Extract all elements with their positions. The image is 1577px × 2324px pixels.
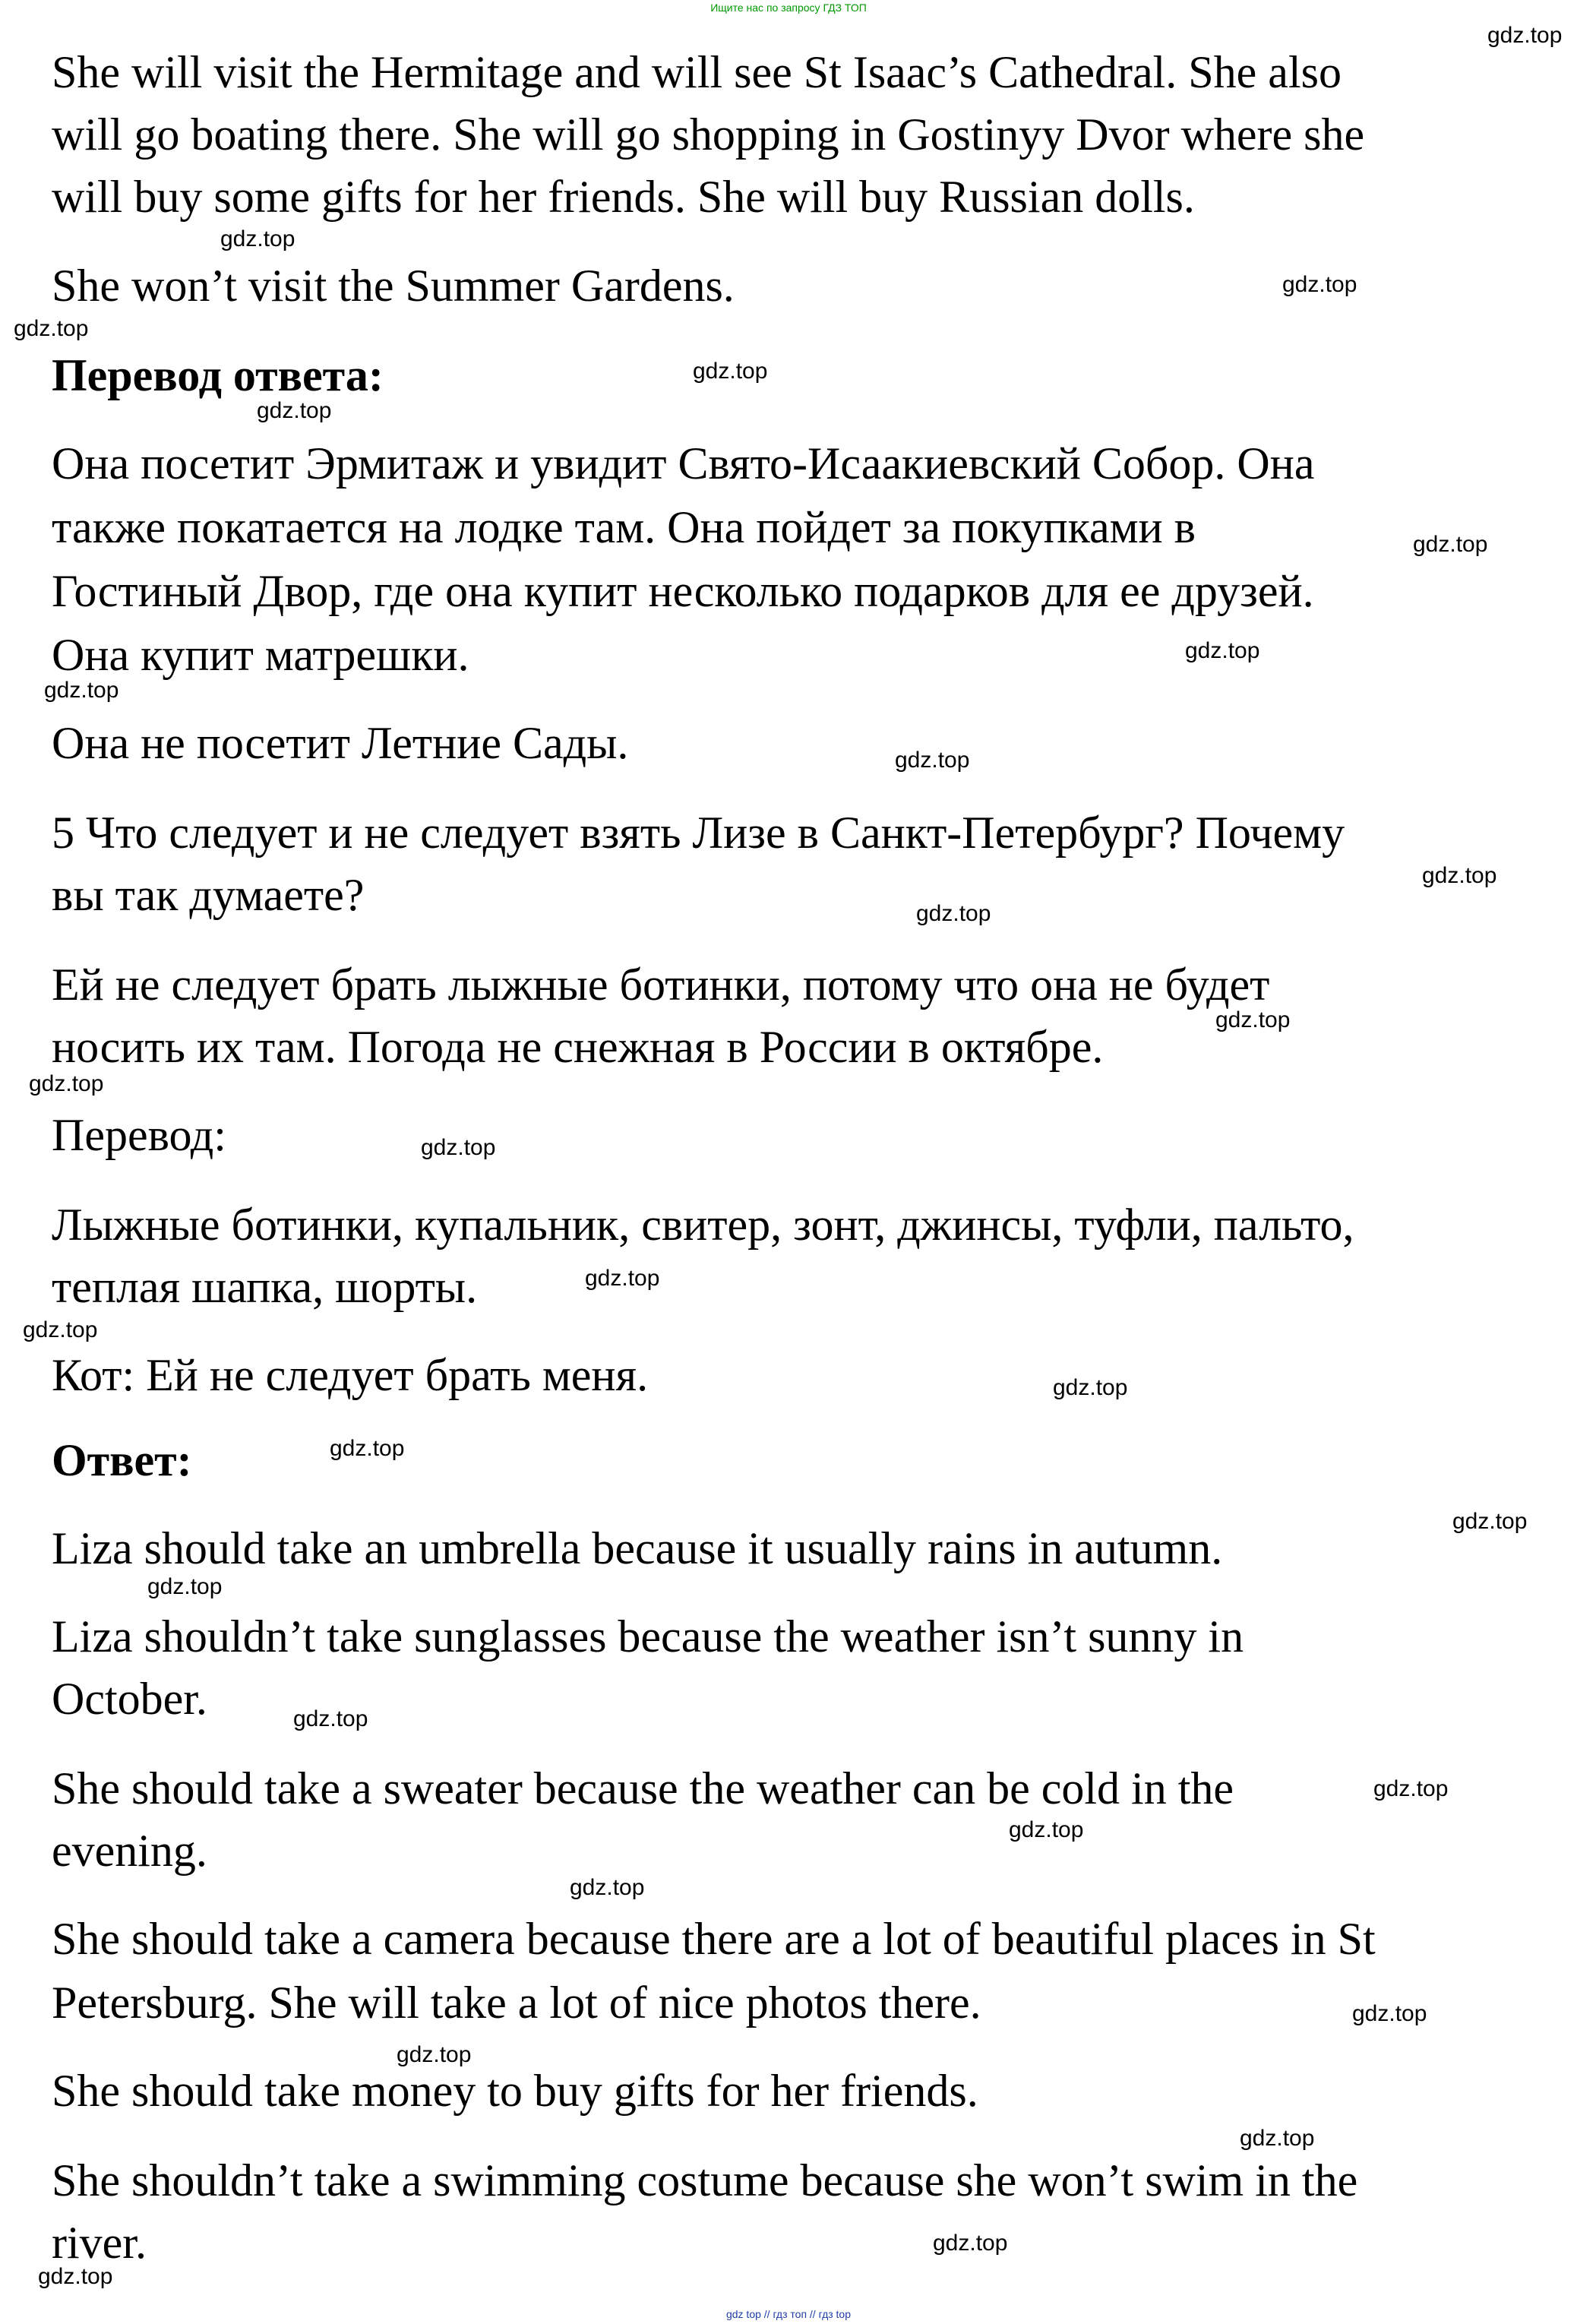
watermark: gdz.top [1009,1817,1084,1842]
text-line: Она посетит Эрмитаж и увидит Свято-Исаакиевский Собор. Она [52,438,1315,489]
watermark: gdz.top [1452,1509,1528,1534]
text-line: Liza shouldn’t take sunglasses because the weather isn’t sunny in [52,1611,1244,1662]
watermark: gdz.top [933,2231,1008,2256]
section-heading: Перевод ответа: [52,350,384,400]
top-banner: Ищите нас по запросу ГДЗ ТОП [710,2,867,14]
text-line: 5 Что следует и не следует взять Лизе в Санкт-Петербург? Почему [52,808,1345,858]
watermark: gdz.top [1053,1375,1128,1400]
watermark: gdz.top [1240,2126,1315,2151]
watermark: gdz.top [23,1317,98,1342]
watermark: gdz.top [1373,1776,1449,1801]
text-line: Кот: Ей не следует брать меня. [52,1350,649,1400]
text-line: теплая шапка, шорты. [52,1262,478,1312]
text-line: Гостиный Двор, где она купит несколько подарков для ее друзей. [52,566,1314,616]
text-line: She should take money to buy gifts for her friends. [52,2066,978,2116]
section-heading: Ответ: [52,1435,192,1485]
text-line: Лыжные ботинки, купальник, свитер, зонт, джинсы, туфли, пальто, [52,1200,1354,1250]
watermark: gdz.top [585,1266,660,1291]
watermark: gdz.top [693,359,768,384]
text-line: Ей не следует брать лыжные ботинки, потому что она не будет [52,960,1270,1010]
text-line: Она купит матрешки. [52,630,469,680]
watermark: gdz.top [1215,1007,1291,1032]
watermark: gdz.top [44,678,119,703]
watermark: gdz.top [1352,2001,1427,2026]
text-line: She should take a sweater because the weather can be cold in the [52,1763,1234,1813]
watermark: gdz.top [257,398,332,423]
text-line: She shouldn’t take a swimming costume because she won’t swim in the [52,2155,1358,2205]
text-line: will buy some gifts for her friends. She will buy Russian dolls. [52,172,1195,222]
watermark: gdz.top [570,1875,645,1900]
watermark: gdz.top [220,226,295,251]
watermark: gdz.top [147,1574,223,1599]
watermark: gdz.top [895,748,970,773]
watermark: gdz.top [397,2042,472,2067]
watermark: gdz.top [1413,532,1488,557]
watermark: gdz.top [421,1135,496,1160]
watermark: gdz.top [1282,272,1357,297]
text-line: She should take a camera because there are a lot of beautiful places in St [52,1914,1376,1964]
watermark: gdz.top [1185,638,1260,663]
text-line: Она не посетит Летние Сады. [52,718,629,768]
text-line: носить их там. Погода не снежная в России в октябре. [52,1022,1104,1072]
text-line: river. [52,2218,147,2268]
text-line: также покатается на лодке там. Она пойдет за покупками в [52,502,1196,552]
bottom-banner: gdz top // гдз топ // гдз top [725,2308,852,2320]
watermark: gdz.top [14,316,89,341]
text-line: Liza should take an umbrella because it usually rains in autumn. [52,1523,1223,1573]
text-line: evening. [52,1826,207,1876]
text-line: Перевод: [52,1110,226,1160]
watermark: gdz.top [330,1436,405,1461]
watermark: gdz.top [38,2264,113,2289]
watermark: gdz.top [916,901,991,926]
watermark: gdz.top [293,1706,368,1731]
text-line: вы так думаете? [52,870,365,920]
text-line: She won’t visit the Summer Gardens. [52,261,735,311]
text-line: will go boating there. She will go shopping in Gostinyy Dvor where she [52,109,1365,160]
text-line: Petersburg. She will take a lot of nice photos there. [52,1978,981,2028]
text-line: October. [52,1674,207,1724]
watermark: gdz.top [1422,863,1497,888]
text-line: She will visit the Hermitage and will see St Isaac’s Cathedral. She also [52,47,1342,97]
watermark: gdz.top [1487,23,1563,48]
watermark: gdz.top [29,1071,104,1096]
